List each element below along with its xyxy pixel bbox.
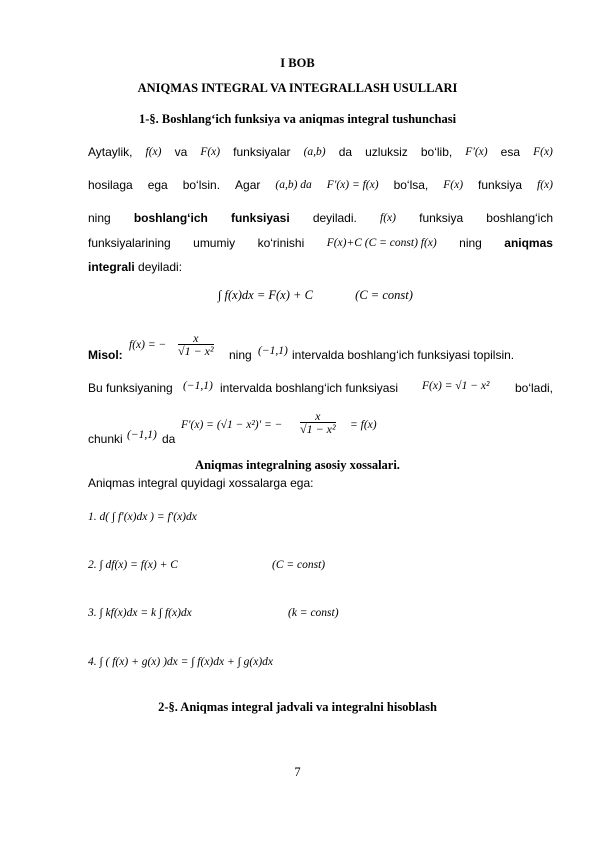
properties-heading: Aniqmas integralning asosiy xossalari. [195, 458, 400, 472]
page-number: 7 [294, 765, 301, 779]
main-formula: ∫ f(x)dx = F(x) + C (C = const) [218, 288, 413, 302]
para1-line5: integrali deyiladi: [88, 260, 183, 274]
example-fraction: $\frac{x}{\text{√1 − x²}}$ [178, 331, 214, 358]
properties-intro: Aniqmas integral quyidagi xossalarga ega: [88, 476, 314, 490]
example-line: Misol: f(x) = − $\frac{x}{\text{√1 − x²}}$ ning (−1,1) intervalda boshlang‘ich funksiyasi topilsin. [88, 331, 515, 362]
solution-fraction: $\frac{x}{\text{√1 − x²}}$ [300, 409, 336, 436]
example-label: Misol: [88, 348, 123, 362]
para1-line3: ning boshlang‘ich funksiyasi deyiladi. f(x) funksiya boshlang‘ich [88, 211, 553, 225]
para1-line2: hosilaga ega bo‘lsin. Agar (a,b) da F′(x) = f(x) bo‘lsa, F(x) funksiya f(x) [88, 178, 553, 192]
property-4: 4. ∫ ( f(x) + g(x) )dx = ∫ f(x)dx + ∫ g(x)dx [88, 656, 274, 668]
solution-line2: chunki (−1,1) da F′(x) = (√1 − x²)′ = − $\frac{x}{\text{√1 − x²}}$ = f(x) [88, 409, 377, 446]
section1-title: 1-§. Boshlang‘ich funksiya va aniqmas integral tushunchasi [138, 112, 457, 126]
document-title: ANIQMAS INTEGRAL VA INTEGRALLASH USULLARI [137, 81, 458, 95]
section2-title: 2-§. Aniqmas integral jadvali va integralni hisoblash [158, 700, 437, 714]
para1-line4: funksiyalarining umumiy ko‘rinishi F(x)+C (C = const) f(x) ning aniqmas [88, 236, 553, 250]
solution-line1: Bu funksiyaning (−1,1) intervalda boshlang‘ich funksiyasi F(x) = √1 − x² bo‘ladi, [88, 380, 553, 395]
property-1: 1. d( ∫ f′(x)dx ) = f′(x)dx [88, 511, 197, 523]
para1-line1: Aytaylik, f(x) va F(x) funksiyalar (a,b) da uzluksiz bo‘lib, F′(x) esa F(x) [88, 145, 553, 159]
property-2: 2. ∫ df(x) = f(x) + C (C = const) [88, 559, 326, 571]
chapter-heading: I BOB [280, 56, 315, 70]
property-3: 3. ∫ kf(x)dx = k ∫ f(x)dx (k = const) [88, 607, 339, 619]
